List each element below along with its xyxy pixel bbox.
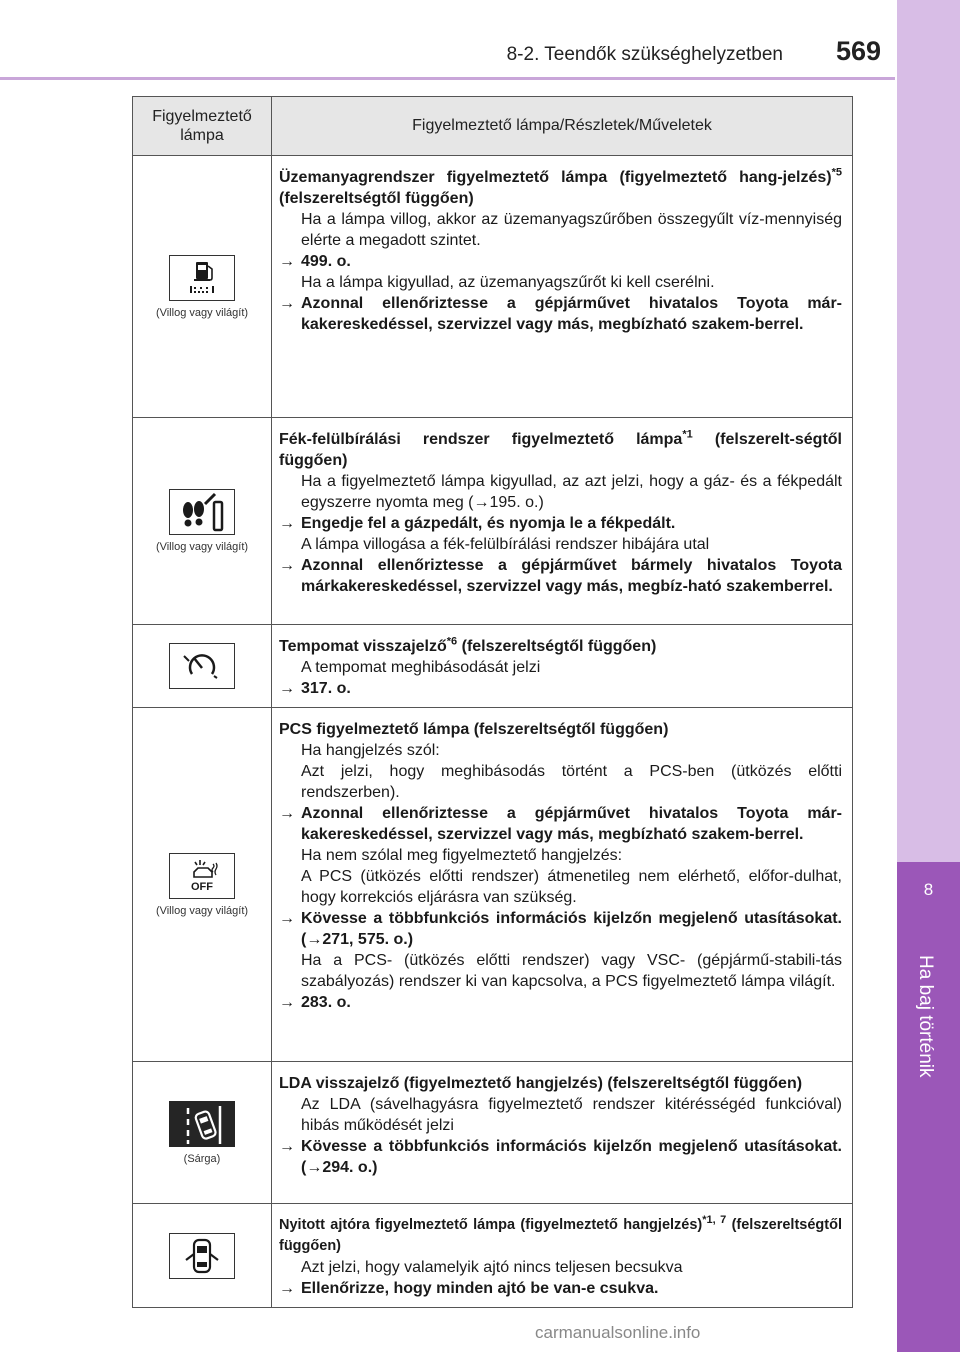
section-title: 8-2. Teendők szükséghelyzetben: [506, 44, 783, 65]
detail-text: Ha nem szólal meg figyelmeztető hangjelzés:: [301, 847, 623, 864]
detail-text: Azt jelzi, hogy meghibásodás történt a PCS-ben (ütközés előtti rendszerben).: [301, 763, 842, 801]
chapter-tab: [897, 862, 960, 1352]
detail-text: A PCS (ütközés előtti rendszer) átmenetileg nem elérhető, előfor-dulhat, hogy korrekciós eljárásra van szükség.: [301, 868, 842, 906]
action-line: → Engedje fel a gázpedált, és nyomja le a fékpedált.: [279, 515, 676, 532]
action-line: → Kövesse a többfunkciós információs kijelzőn megjelenő utasításokat. (→271, 575. o.): [279, 910, 842, 948]
lamp-caption: (Villog vagy világít): [155, 541, 249, 553]
table-header-row: [133, 97, 853, 156]
footnote-ref: *1, 7: [702, 1214, 727, 1227]
details-cell: [272, 1062, 853, 1204]
action-line: → Kövesse a többfunkciós információs kijelzőn megjelenő utasításokat. (→294. o.): [279, 1138, 842, 1176]
details-cell: [272, 625, 853, 708]
chapter-title: Ha baj történik: [915, 955, 936, 1078]
detail-text: Az LDA (sávelhagyásra figyelmeztető rendszer kitérésségéd funkcióval) hibás működését jelzi: [301, 1096, 842, 1134]
table-row: [133, 625, 853, 708]
arrow-icon: →: [279, 910, 295, 927]
details-cell: [272, 708, 853, 1062]
lamp-cell: [133, 156, 272, 418]
arrow-icon: →: [279, 515, 295, 532]
icon-text: OFF: [191, 880, 213, 893]
pcs-off-icon: [169, 853, 235, 899]
detail-text: Ha a lámpa kigyullad, az üzemanyagszűrőt ki kell cserélni.: [301, 274, 715, 291]
action-line: → 317. o.: [279, 680, 351, 697]
table-row: [133, 156, 853, 418]
sidebar-strip: [897, 0, 960, 862]
lane-departure-icon: [169, 1101, 235, 1147]
brake-override-icon: [169, 489, 235, 535]
arrow-icon: →: [279, 994, 295, 1011]
footnote-ref: *5: [831, 166, 842, 179]
detail-text: Ha a lámpa villog, akkor az üzemanyagszűrőben összegyűlt víz-mennyiség elérte a megadott szintet.: [301, 211, 842, 249]
lamp-title: LDA visszajelző (figyelmeztető hangjelzés) (felszereltségtől függően): [279, 1075, 803, 1092]
action-line: → 283. o.: [279, 994, 351, 1011]
detail-text: A lámpa villogása a fék-felülbírálási rendszer hibájára utal: [301, 536, 710, 553]
footnote-ref: *1: [682, 428, 693, 441]
lamp-title: PCS figyelmeztető lámpa (felszereltségtől függően): [279, 721, 669, 738]
detail-text: A tempomat meghibásodását jelzi: [301, 659, 541, 676]
column-header-lamp: Figyelmeztető lámpa: [133, 97, 272, 156]
lamp-cell: [133, 708, 272, 1062]
details-cell: [272, 1204, 853, 1308]
arrow-icon: →: [279, 805, 295, 822]
table-row: [133, 418, 853, 625]
watermark: carmanualsonline.info: [535, 1323, 701, 1342]
chapter-number: 8: [923, 880, 934, 899]
arrow-icon: →: [279, 680, 295, 697]
cruise-control-icon: [169, 643, 235, 689]
footnote-ref: *6: [446, 635, 458, 648]
fuel-filter-water-icon: [169, 255, 235, 301]
detail-text: Ha a figyelmeztető lámpa kigyullad, az azt jelzi, hogy a gáz- és a fékpedált egyszerre nyomta meg (→195. o.): [301, 473, 842, 511]
lamp-cell: [133, 1204, 272, 1308]
arrow-icon: →: [279, 253, 295, 270]
page-number: 569: [835, 36, 881, 66]
arrow-icon: →: [279, 1280, 295, 1297]
action-line: → Azonnal ellenőriztesse a gépjárművet bármely hivatalos Toyota márkakereskedéssel, szervizzel vagy más, megbíz-ható szakemberrel.: [279, 557, 842, 595]
lamp-title: Üzemanyagrendszer figyelmeztető lámpa (figyelmeztető hang-jelzés)$^{*5}$ (felszereltségtől függően): [279, 166, 842, 207]
detail-text: Ha a PCS- (ütközés előtti rendszer) vagy VSC- (gépjármű-stabili-tás szabályozás) rendszer ki van kapcsolva, a PCS figyelmeztető lámpa világít.: [301, 952, 842, 990]
arrow-icon: →: [279, 295, 295, 312]
open-door-icon: [169, 1233, 235, 1279]
table-row: [133, 1204, 853, 1308]
arrow-icon: →: [279, 557, 295, 574]
column-header-details: Figyelmeztető lámpa/Részletek/Műveletek: [272, 97, 853, 156]
header-divider: [0, 77, 895, 80]
table-row: [133, 1062, 853, 1204]
warning-lamp-table: [132, 96, 853, 1308]
action-line: → Ellenőrizze, hogy minden ajtó be van-e csukva.: [279, 1280, 659, 1297]
action-line: → Azonnal ellenőriztesse a gépjárművet hivatalos Toyota már-kakereskedéssel, szervizzel vagy más, megbízható szakem-berrel.: [279, 805, 842, 843]
detail-text: Azt jelzi, hogy valamelyik ajtó nincs teljesen becsukva: [301, 1259, 683, 1276]
lamp-cell: [133, 1062, 272, 1204]
action-line: → 499. o.: [279, 253, 351, 270]
lamp-title: Fék-felülbírálási rendszer figyelmeztető lámpa$^{*1}$ (felszerelt-ségtől függően): [279, 428, 842, 469]
details-cell: [272, 418, 853, 625]
lamp-caption: (Villog vagy világít): [155, 904, 249, 917]
action-line: → Azonnal ellenőriztesse a gépjárművet hivatalos Toyota már-kakereskedéssel, szervizzel vagy más, megbízható szakem-berrel.: [279, 295, 842, 333]
arrow-icon: →: [279, 1138, 295, 1155]
lamp-caption: (Sárga): [183, 1152, 221, 1165]
lamp-caption: (Villog vagy világít): [155, 306, 249, 319]
table-row: [133, 708, 853, 1062]
details-cell: [272, 156, 853, 418]
detail-text: Ha hangjelzés szól:: [301, 742, 440, 759]
page-header: [0, 0, 895, 78]
lamp-title: Tempomat visszajelző$^{*6}$ (felszereltségtől függően): [279, 635, 657, 655]
lamp-cell: [133, 625, 272, 708]
lamp-title: Nyitott ajtóra figyelmeztető lámpa (figyelmeztető hangjelzés)$^{*1, 7}$ (felszereltségtől függően): [279, 1214, 842, 1254]
lamp-cell: [133, 418, 272, 625]
